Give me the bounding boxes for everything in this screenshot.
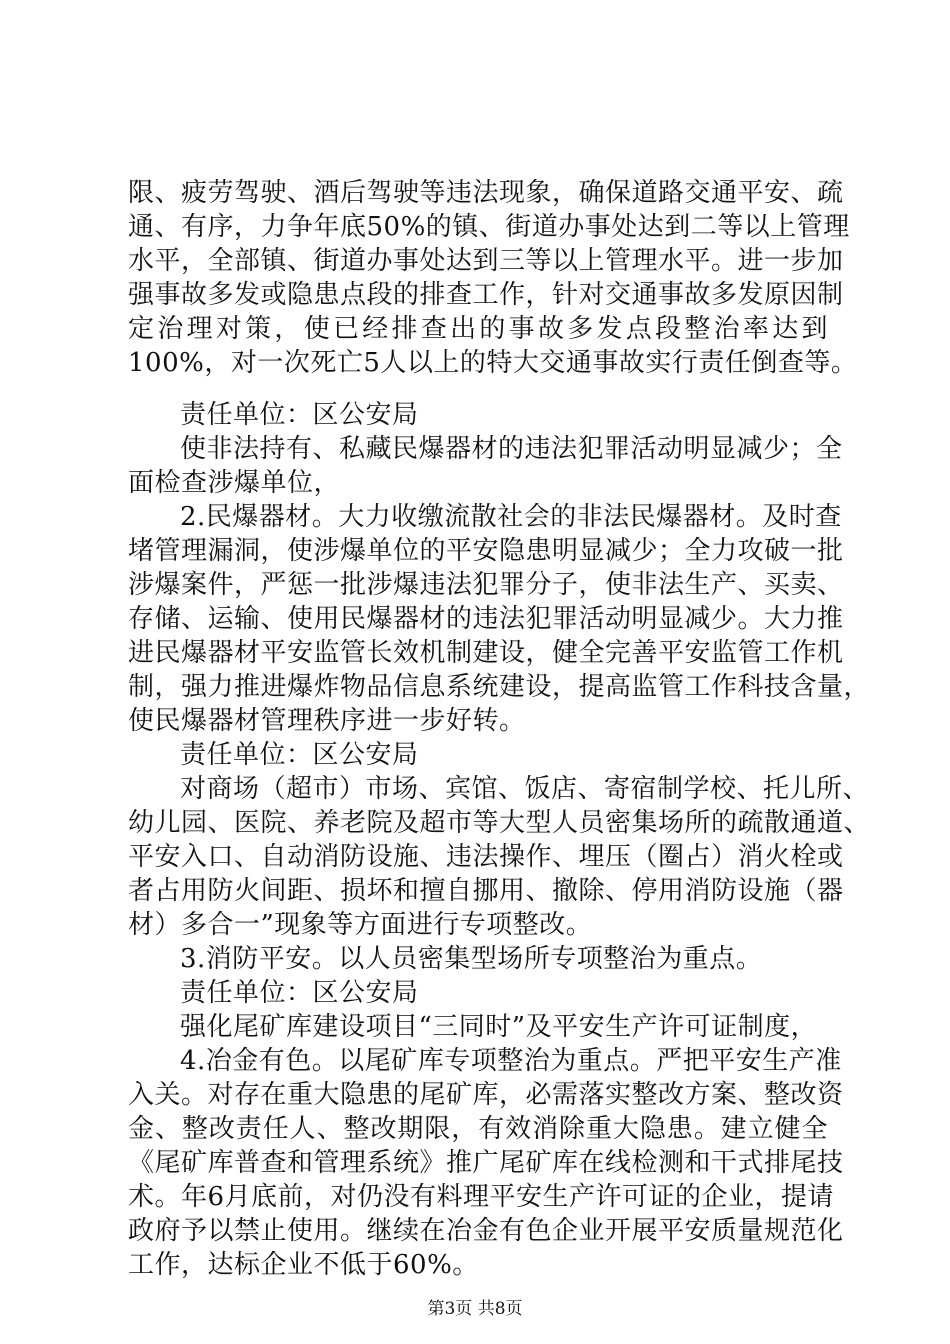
section-heading-line: 3.消防平安。以人员密集型场所专项整治为重点。 xyxy=(180,944,763,974)
responsible-unit: 责任单位：区公安局 xyxy=(180,978,419,1008)
page-number-footer: 第3页 共8页 xyxy=(427,1299,523,1319)
body-text-line: 平安入口、自动消防设施、违法操作、埋压（圈占）消火栓或 xyxy=(128,842,844,872)
body-text-line: 《尾矿库普查和管理系统》推广尾矿库在线检测和干式排尾技 xyxy=(128,1148,844,1178)
body-text-line: 堵管理漏洞，使涉爆单位的平安隐患明显减少；全力攻破一批 xyxy=(128,536,844,566)
body-text-line: 术。年6月底前，对仍没有料理平安生产许可证的企业，提请 xyxy=(128,1182,835,1212)
body-text-line: 100%，对一次死亡5人以上的特大交通事故实行责任倒查等。 xyxy=(128,348,858,378)
body-text-line: 使民爆器材管理秩序进一步好转。 xyxy=(128,706,526,736)
body-text-line: 入关。对存在重大隐患的尾矿库，必需落实整改方案、整改资 xyxy=(128,1080,844,1110)
body-text-line: 使非法持有、私藏民爆器材的违法犯罪活动明显减少；全 xyxy=(180,434,843,464)
body-text-line: 幼儿园、医院、养老院及超市等大型人员密集场所的疏散通道、 xyxy=(128,808,871,838)
body-text-line: 强化尾矿库建设项目“三同时”及平安生产许可证制度， xyxy=(180,1012,818,1042)
body-text-line: 者占用防火间距、损坏和擅自挪用、撤除、停用消防设施（器 xyxy=(128,876,844,906)
body-text-line: 金、整改责任人、整改期限，有效消除重大隐患。建立健全 xyxy=(128,1114,828,1144)
responsible-unit: 责任单位：区公安局 xyxy=(180,740,419,770)
body-text-line: 政府予以禁止使用。继续在冶金有色企业开展平安质量规范化 xyxy=(128,1216,844,1246)
body-text-line: 对商场（超市）市场、宾馆、饭店、寄宿制学校、托儿所、 xyxy=(180,774,870,804)
body-text-line: 面检查涉爆单位， xyxy=(128,468,341,498)
section-heading-line: 2.民爆器材。大力收缴流散社会的非法民爆器材。及时查 xyxy=(180,502,842,532)
body-text-line: 限、疲劳驾驶、酒后驾驶等违法现象，确保道路交通平安、疏 xyxy=(128,178,844,208)
body-text-line: 材）多合一”现象等方面进行专项整改。 xyxy=(128,910,593,940)
body-text-line: 定治理对策，使已经排查出的事故多发点段整治率达到 xyxy=(128,314,828,344)
responsible-unit: 责任单位：区公安局 xyxy=(180,400,419,430)
body-text-line: 通、有序，力争年底50%的镇、街道办事处达到二等以上管理 xyxy=(128,212,850,242)
body-text-line: 强事故多发或隐患点段的排查工作，针对交通事故多发原因制 xyxy=(128,280,844,310)
body-text-line: 工作，达标企业不低于60%。 xyxy=(128,1250,479,1280)
section-heading-line: 4.冶金有色。以尾矿库专项整治为重点。严把平安生产准 xyxy=(180,1046,842,1076)
body-text-line: 存储、运输、使用民爆器材的违法犯罪活动明显减少。大力推 xyxy=(128,604,844,634)
body-text-line: 涉爆案件，严惩一批涉爆违法犯罪分子，使非法生产、买卖、 xyxy=(128,570,844,600)
body-text-line: 水平，全部镇、街道办事处达到三等以上管理水平。进一步加 xyxy=(128,246,844,276)
body-text-line: 进民爆器材平安监管长效机制建设，健全完善平安监管工作机 xyxy=(128,638,844,668)
body-text-line: 制，强力推进爆炸物品信息系统建设，提高监管工作科技含量， xyxy=(128,672,871,702)
